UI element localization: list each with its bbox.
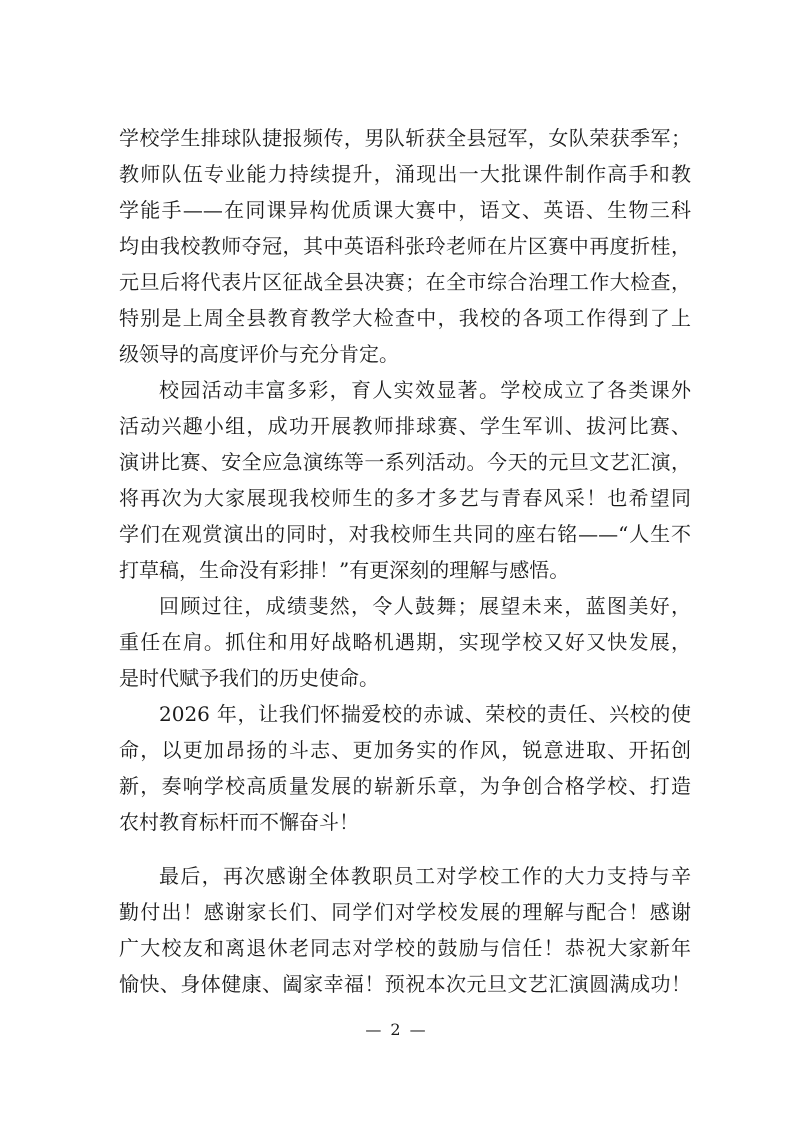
paragraph-3-line-2: 重任在肩。抓住和用好战略机遇期，实现学校又好又快发展， — [119, 630, 691, 654]
paragraph-2-line-3: 演讲比赛、安全应急演练等一系列活动。今天的元旦文艺汇演， — [119, 450, 691, 474]
paragraph-5-line-4: 愉快、身体健康、阖家幸福！预祝本次元旦文艺汇演圆满成功！ — [119, 972, 691, 996]
paragraph-2-line-6: 打草稿，生命没有彩排！”有更深刻的理解与感悟。 — [119, 558, 570, 582]
paragraph-3-line-3: 是时代赋予我们的历史使命。 — [119, 666, 379, 690]
paragraph-1-line-4: 均由我校教师夺冠，其中英语科张玲老师在片区赛中再度折桂， — [119, 234, 691, 258]
paragraph-5-line-1: 最后，再次感谢全体教职员工对学校工作的大力支持与辛 — [159, 864, 691, 888]
paragraph-5-line-2: 勤付出！感谢家长们、同学们对学校发展的理解与配合！感谢 — [119, 900, 691, 924]
paragraph-4-line-2: 命，以更加昂扬的斗志、更加务实的作风，锐意进取、开拓创 — [119, 738, 691, 762]
paragraph-4-line-1: 2026 年，让我们怀揣爱校的赤诚、荣校的责任、兴校的使 — [159, 702, 691, 726]
page-number: — 2 — — [365, 1020, 428, 1039]
paragraph-1-line-5: 元旦后将代表片区征战全县决赛；在全市综合治理工作大检查， — [119, 270, 691, 294]
paragraph-1-line-7: 级领导的高度评价与充分肯定。 — [119, 342, 399, 366]
paragraph-1-line-6: 特别是上周全县教育教学大检查中，我校的各项工作得到了上 — [119, 306, 691, 330]
paragraph-2-line-1: 校园活动丰富多彩，育人实效显著。学校成立了各类课外 — [159, 378, 691, 402]
paragraph-2-line-4: 将再次为大家展现我校师生的多才多艺与青春风采！也希望同 — [119, 486, 691, 510]
paragraph-1-line-3: 学能手——在同课异构优质课大赛中，语文、英语、生物三科 — [119, 198, 691, 222]
paragraph-1-line-2: 教师队伍专业能力持续提升，涌现出一大批课件制作高手和教 — [119, 162, 691, 186]
paragraph-4-line-4: 农村教育标杆而不懈奋斗！ — [119, 810, 359, 834]
paragraph-4-line-3: 新，奏响学校高质量发展的崭新乐章，为争创合格学校、打造 — [119, 774, 691, 798]
paragraph-1-line-1: 学校学生排球队捷报频传，男队斩获全县冠军，女队荣获季军； — [119, 126, 691, 150]
paragraph-3-line-1: 回顾过往，成绩斐然，令人鼓舞；展望未来，蓝图美好， — [159, 594, 691, 618]
paragraph-2-line-2: 活动兴趣小组，成功开展教师排球赛、学生军训、拔河比赛、 — [119, 414, 691, 438]
paragraph-5-line-3: 广大校友和离退休老同志对学校的鼓励与信任！恭祝大家新年 — [119, 936, 691, 960]
paragraph-2-line-5: 学们在观赏演出的同时，对我校师生共同的座右铭——“人生不 — [119, 522, 691, 546]
